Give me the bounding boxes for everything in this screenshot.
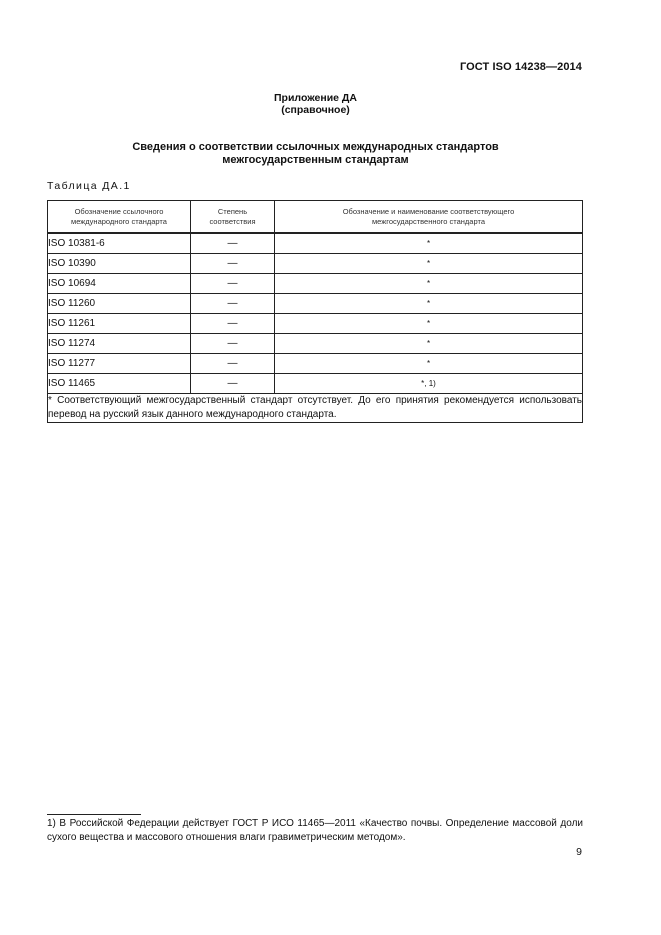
row-name: * <box>275 233 583 254</box>
section-heading-line2: межгосударственным стандартам <box>222 154 409 166</box>
header-name: Обозначение и наименование соответствующего межгосударственного стандарта <box>275 201 583 234</box>
row-degree: — <box>191 314 275 334</box>
row-code: ISO 11465 <box>48 374 191 394</box>
page-number: 9 <box>576 846 582 858</box>
standards-table <box>47 200 583 423</box>
table-row <box>48 374 583 394</box>
table-header-row <box>48 201 583 234</box>
row-code: ISO 11274 <box>48 334 191 354</box>
row-code: ISO 11277 <box>48 354 191 374</box>
table-footnote: * Соответствующий межгосударственный стандарт отсутствует. До его принятия рекомендуется использовать перевод на русский язык данного международного стандарта. <box>48 394 583 423</box>
footnote-divider <box>47 814 141 815</box>
row-name: * <box>275 314 583 334</box>
table-row <box>48 294 583 314</box>
row-name: *, 1) <box>275 374 583 394</box>
table-body <box>48 233 583 423</box>
table-row <box>48 254 583 274</box>
appendix-note: (справочное) <box>281 104 350 116</box>
section-heading-line1: Сведения о соответствии ссылочных международных стандартов <box>132 141 499 153</box>
row-name: * <box>275 254 583 274</box>
header-code: Обозначение ссылочного международного стандарта <box>48 201 191 234</box>
row-degree: — <box>191 294 275 314</box>
table-footnote-row <box>48 394 583 423</box>
row-name: * <box>275 294 583 314</box>
section-heading <box>0 141 631 167</box>
table-caption: Таблица ДА.1 <box>47 180 131 192</box>
row-degree: — <box>191 374 275 394</box>
row-code: ISO 10390 <box>48 254 191 274</box>
document-code: ГОСТ ISO 14238—2014 <box>459 61 582 73</box>
row-name: * <box>275 354 583 374</box>
row-code: ISO 11260 <box>48 294 191 314</box>
table-row <box>48 334 583 354</box>
table-row <box>48 274 583 294</box>
row-code: ISO 10694 <box>48 274 191 294</box>
row-code: ISO 10381-6 <box>48 233 191 254</box>
table-header <box>48 201 583 234</box>
table-row <box>48 354 583 374</box>
row-degree: — <box>191 274 275 294</box>
row-code: ISO 11261 <box>48 314 191 334</box>
appendix-title: Приложение ДА <box>274 92 357 104</box>
row-degree: — <box>191 254 275 274</box>
page-footnote: 1) В Российской Федерации действует ГОСТ Р ИСО 11465—2011 «Качество почвы. Определение массовой доли сухого вещества и массового отношения влаги гравиметрическим методом». <box>47 818 583 843</box>
row-degree: — <box>191 334 275 354</box>
row-degree: — <box>191 233 275 254</box>
header-degree: Степень соответствия <box>191 201 275 234</box>
row-degree: — <box>191 354 275 374</box>
table-row <box>48 233 583 254</box>
table-row <box>48 314 583 334</box>
row-name: * <box>275 334 583 354</box>
row-name: * <box>275 274 583 294</box>
